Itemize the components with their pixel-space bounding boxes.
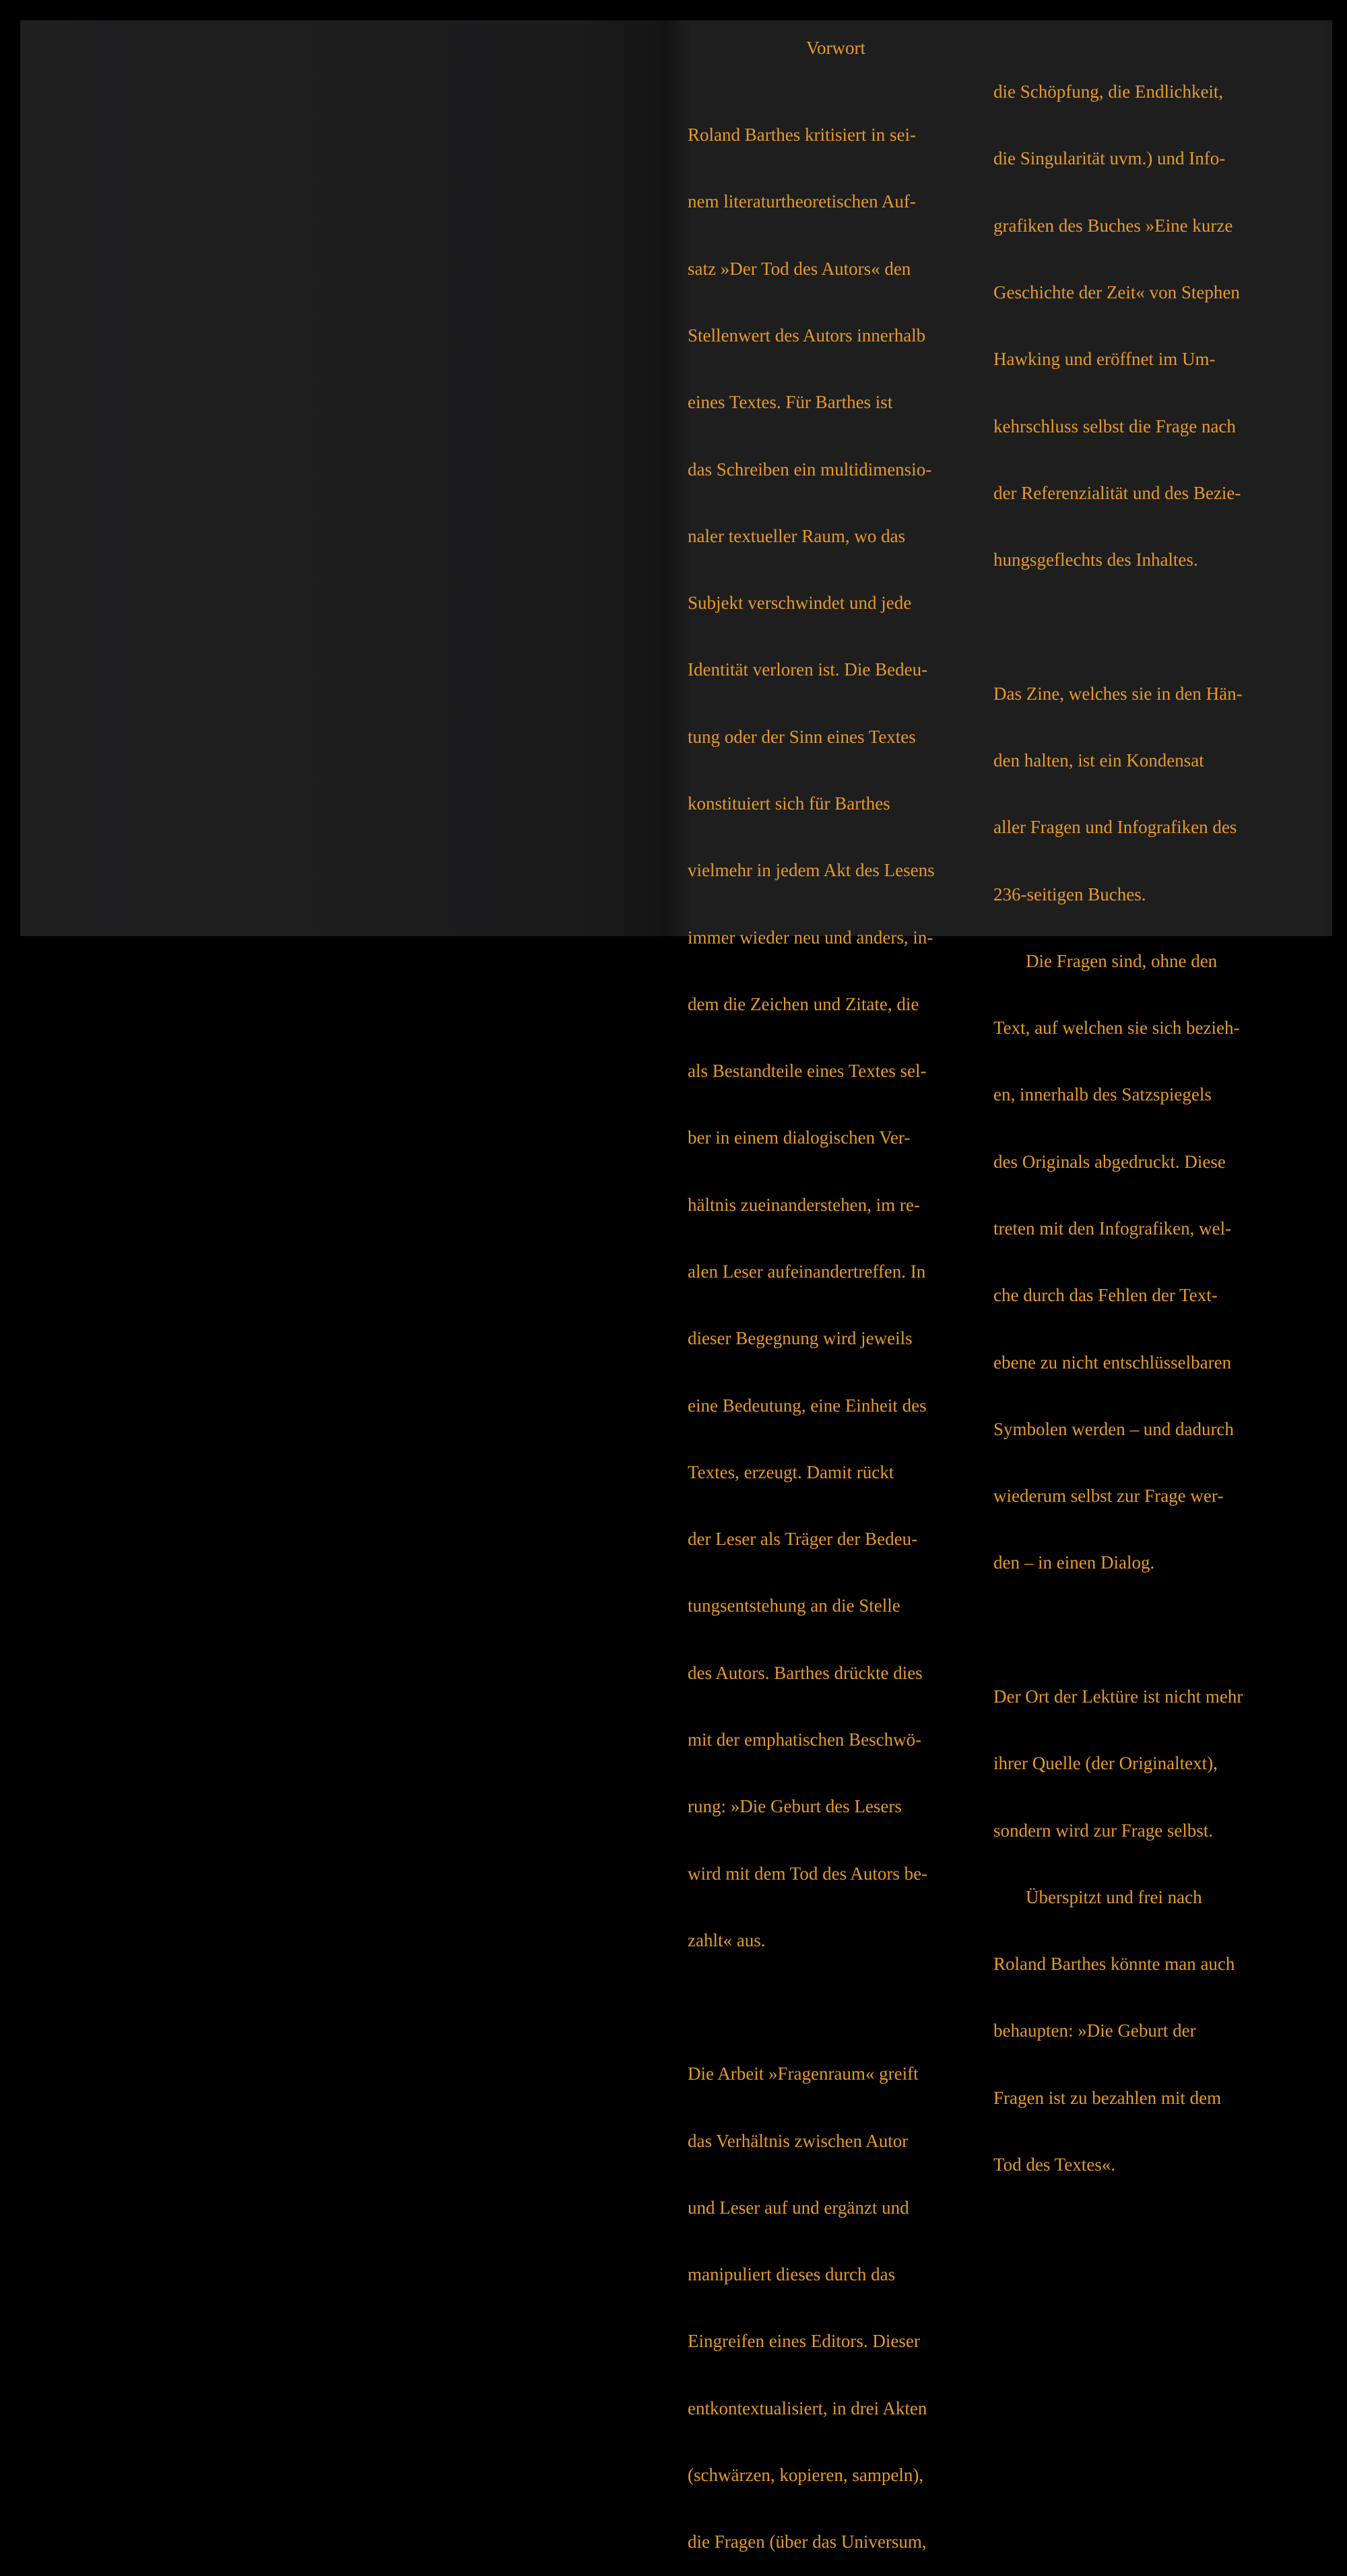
text-line: grafiken des Buches »Eine kurze (993, 215, 1233, 236)
text-line: rung: »Die Geburt des Lesers (688, 1796, 902, 1817)
text-line: Roland Barthes kritisiert in sei- (688, 125, 916, 145)
text-line: des Autors. Barthes drückte dies (688, 1662, 923, 1683)
text-line: che durch das Fehlen der Text- (993, 1285, 1218, 1306)
text-line: den – in einen Dialog. (993, 1552, 1155, 1573)
text-line: als Bestandteile eines Textes sel- (688, 1061, 927, 1082)
text-line: eine Bedeutung, eine Einheit des (688, 1395, 927, 1416)
text-line: wird mit dem Tod des Autors be- (688, 1863, 928, 1884)
text-line: Die Fragen sind, ohne den (1026, 950, 1218, 971)
text-line: alen Leser aufeinandertreffen. In (688, 1261, 926, 1282)
text-line: Der Ort der Lektüre ist nicht mehr (993, 1686, 1243, 1707)
text-line: entkontextualisiert, in drei Akten (688, 2398, 927, 2418)
text-line: manipuliert dieses durch das (688, 2264, 896, 2285)
text-line: treten mit den Infografiken, wel- (993, 1218, 1232, 1239)
text-line: naler textueller Raum, wo das (688, 525, 906, 546)
text-line: wiederum selbst zur Frage wer- (993, 1486, 1224, 1507)
text-line: Subjekt verschwindet und jede (688, 593, 912, 614)
text-line: ebene zu nicht entschlüsselbaren (993, 1352, 1232, 1373)
text-line: 236-seitigen Buches. (993, 884, 1146, 904)
text-line: (schwärzen, kopieren, sampeln), (688, 2465, 924, 2486)
text-line: ihrer Quelle (der Originaltext), (993, 1753, 1218, 1774)
text-line: Die Arbeit »Fragenraum« greift (688, 2063, 919, 2084)
text-line: und Leser auf und ergänzt und (688, 2197, 909, 2218)
text-line: behaupten: »Die Geburt der (993, 2020, 1196, 2041)
text-line: mit der emphatischen Beschwö- (688, 1729, 922, 1750)
text-line: Identität verloren ist. Die Bedeu- (688, 659, 928, 680)
text-line: Geschichte der Zeit« von Stephen (993, 282, 1240, 303)
text-line: die Fragen (über das Universum, (688, 2532, 927, 2552)
text-line: das Schreiben ein multidimensio- (688, 459, 932, 480)
text-line: die Singularität uvm.) und Info- (993, 148, 1226, 169)
text-line: hungsgeflechts des Inhaltes. (993, 550, 1198, 570)
text-line: satz »Der Tod des Autors« den (688, 258, 911, 279)
text-line: sondern wird zur Frage selbst. (993, 1820, 1214, 1841)
text-line: konstituiert sich für Barthes (688, 793, 890, 814)
text-line: Fragen ist zu bezahlen mit dem (993, 2087, 1222, 2108)
text-line: Stellenwert des Autors innerhalb (688, 325, 926, 346)
text-line: Eingreifen eines Editors. Dieser (688, 2331, 920, 2352)
text-line: den halten, ist ein Kondensat (993, 750, 1204, 770)
text-line: tung oder der Sinn eines Textes (688, 726, 916, 747)
paragraph-gap (688, 1996, 984, 2018)
text-line: Tod des Textes«. (993, 2154, 1115, 2175)
text-line: dem die Zeichen und Zitate, die (688, 993, 919, 1014)
text-line: Roland Barthes könnte man auch (993, 1954, 1235, 1975)
text-line: die Schöpfung, die Endlichkeit, (993, 81, 1224, 102)
text-line: nem literaturtheoretischen Auf- (688, 191, 916, 212)
text-line: ber in einem dialogischen Ver- (688, 1127, 911, 1148)
page-edge (1325, 20, 1332, 936)
text-line: Textes, erzeugt. Damit rückt (688, 1461, 894, 1482)
text-line: immer wieder neu und anders, in- (688, 927, 933, 948)
text-column-right (993, 36, 1290, 2198)
text-line: tungsentstehung an die Stelle (688, 1595, 900, 1616)
text-line: Hawking und eröffnet im Um- (993, 349, 1216, 370)
text-line: eines Textes. Für Barthes ist (688, 392, 893, 413)
text-line: der Leser als Träger der Bedeu- (688, 1529, 918, 1550)
text-line: hältnis zueinanderstehen, im re- (688, 1194, 920, 1215)
text-line: dieser Begegnung wird jeweils (688, 1328, 913, 1349)
text-line: das Verhältnis zwischen Autor (688, 2130, 909, 2151)
text-line: en, innerhalb des Satzspiegels (993, 1084, 1212, 1105)
text-line: der Referenzialität und des Bezie- (993, 482, 1241, 503)
page-title: Vorwort (806, 38, 865, 58)
text-line: vielmehr in jedem Akt des Lesens (688, 860, 935, 881)
text-column-left (688, 79, 984, 2576)
text-line: Überspitzt und frei nach (1026, 1886, 1202, 1907)
text-line: des Originals abgedruckt. Diese (993, 1151, 1226, 1172)
text-line: aller Fragen und Infografiken des (993, 817, 1237, 838)
paragraph-gap (993, 1619, 1290, 1641)
paragraph-gap (993, 616, 1290, 638)
book-gutter (663, 20, 690, 936)
text-line: kehrschluss selbst die Frage nach (993, 416, 1236, 436)
left-page-blank (20, 20, 663, 936)
text-line: zahlt« aus. (688, 1929, 766, 1950)
text-line: Symbolen werden – und dadurch (993, 1418, 1234, 1439)
text-line: Das Zine, welches sie in den Hän- (993, 683, 1243, 704)
text-line: Text, auf welchen sie sich bezieh- (993, 1018, 1240, 1038)
